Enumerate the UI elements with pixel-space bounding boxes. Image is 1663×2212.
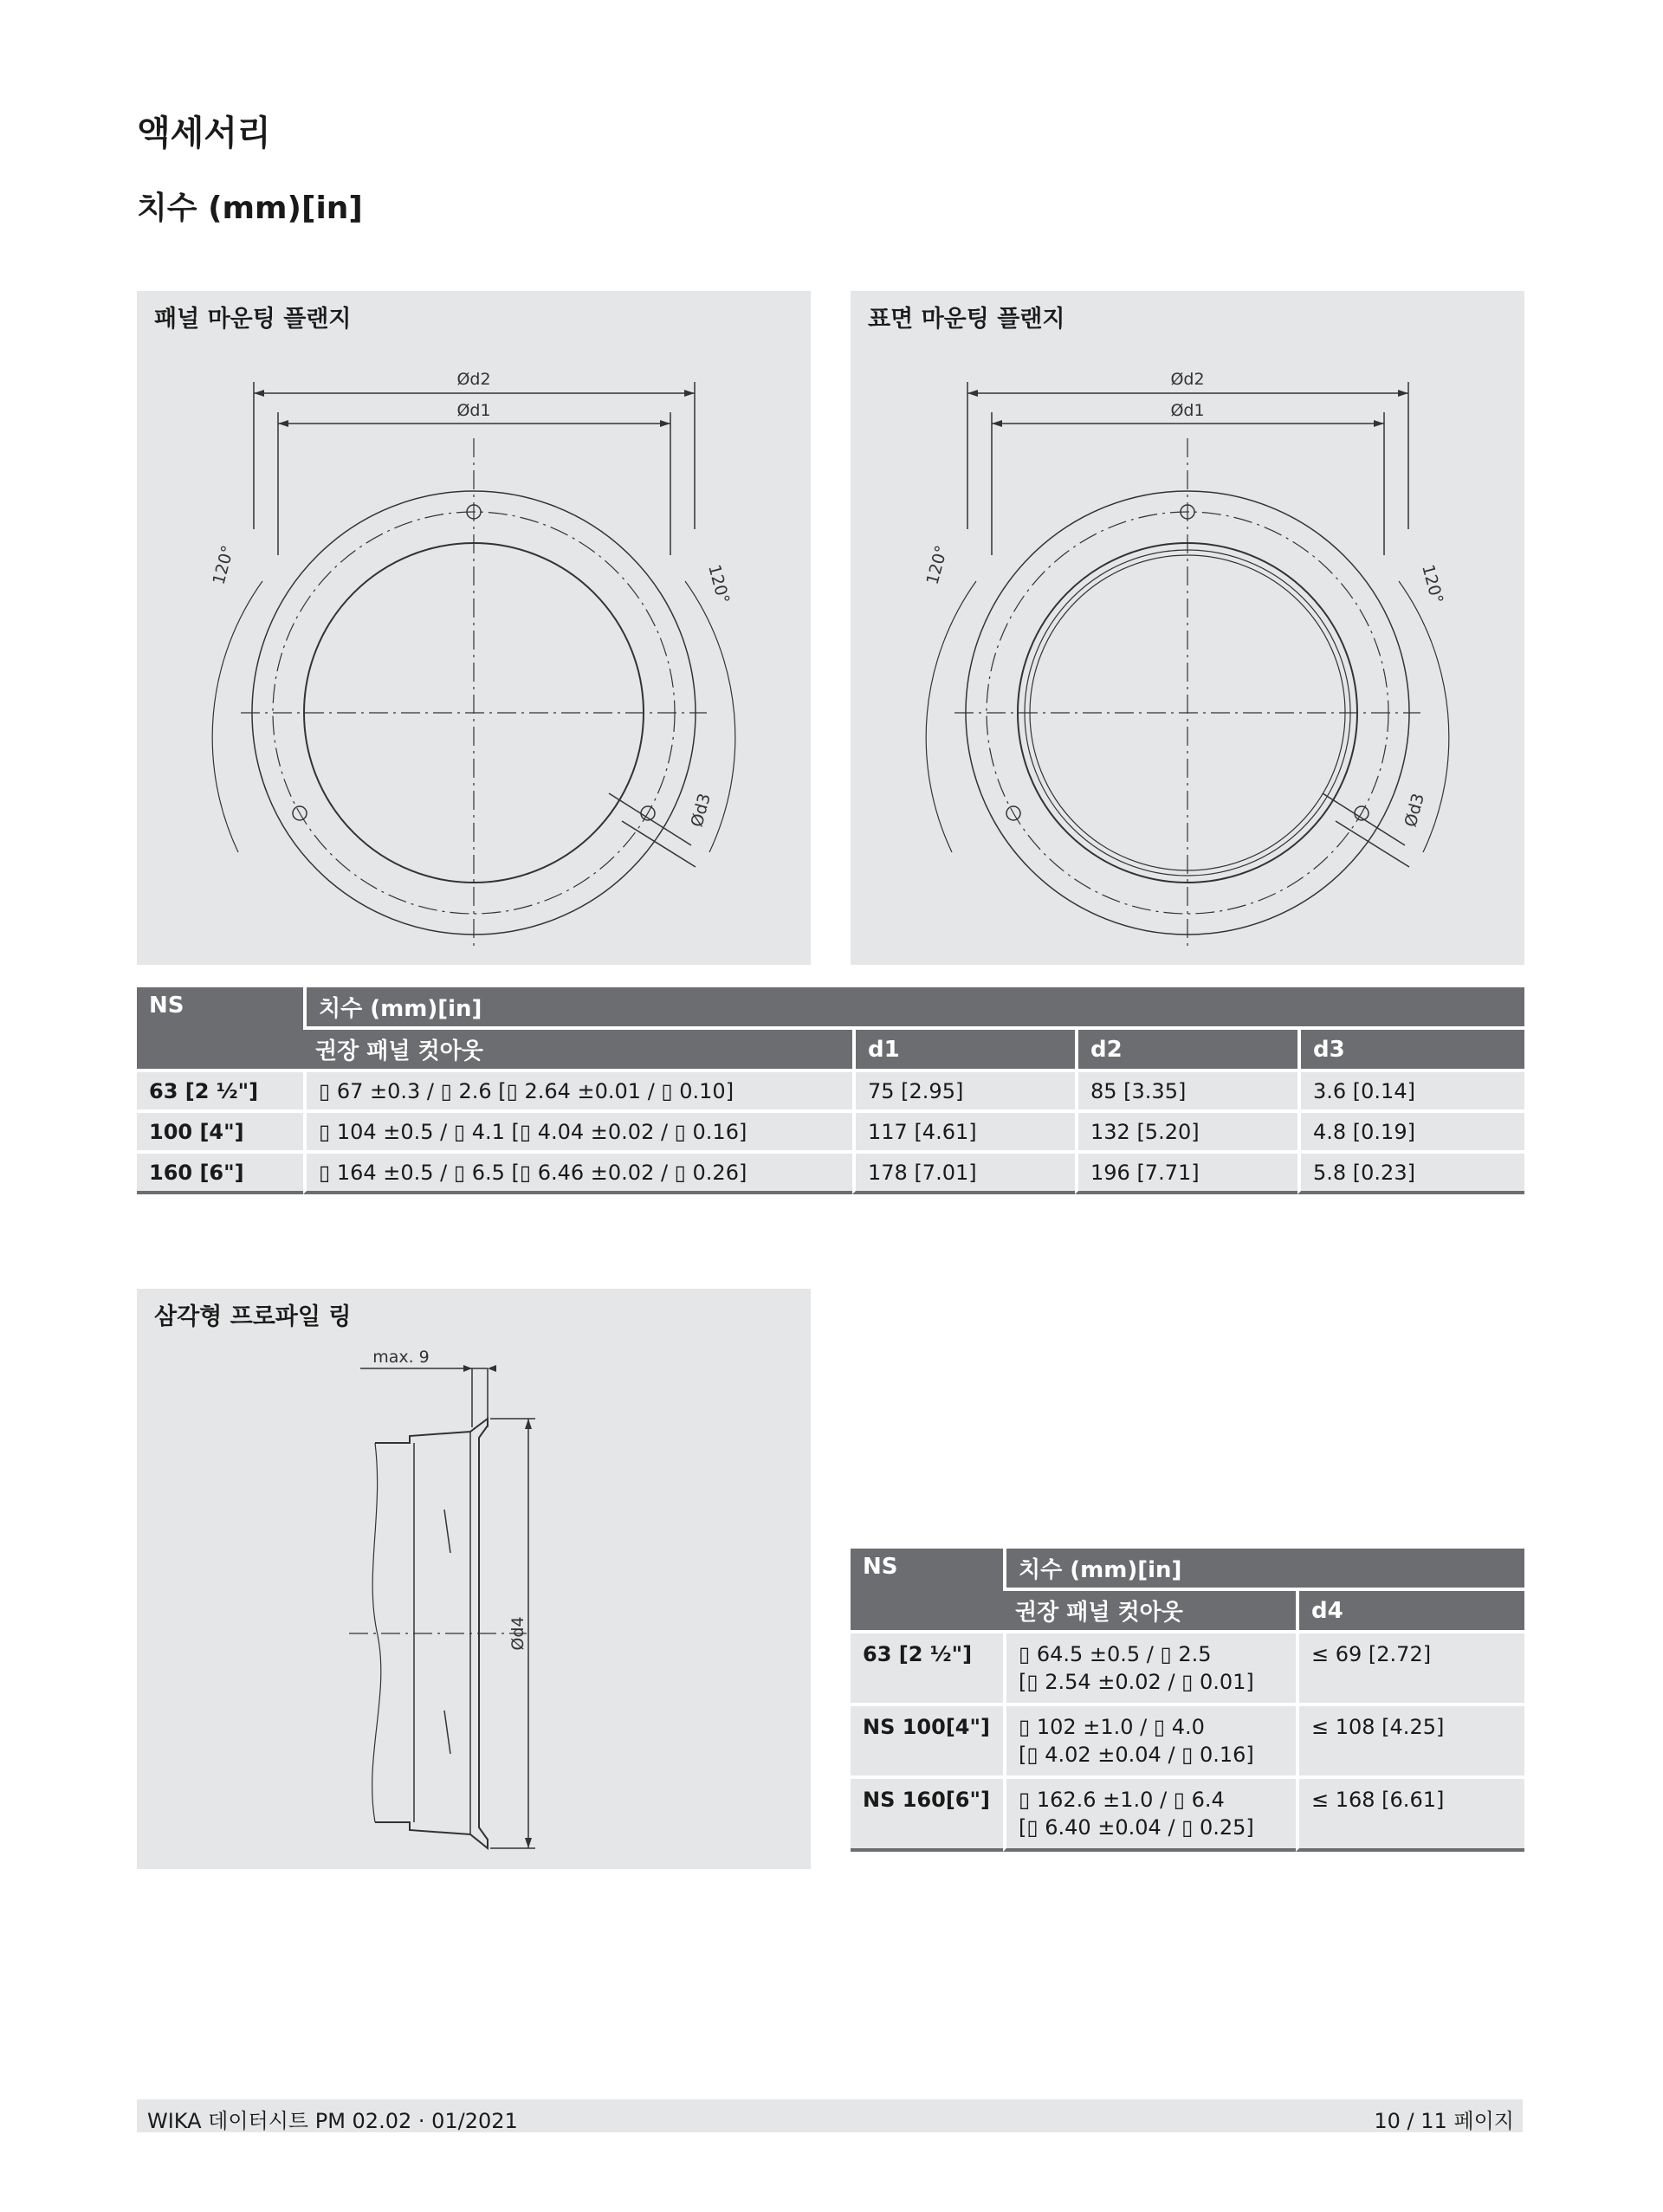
d2-cell: 85 [3.35] xyxy=(1075,1072,1297,1113)
footer-page-number: 10 / 11 페이지 xyxy=(1374,2109,1514,2133)
d3-cell: 4.8 [0.19] xyxy=(1297,1113,1524,1154)
ns-cell: 63 [2 ½"] xyxy=(137,1072,303,1113)
cutout-header: 권장 패널 컷아웃 xyxy=(1003,1591,1296,1633)
d2-cell: 196 [7.71] xyxy=(1075,1154,1297,1194)
cutout-cell xyxy=(1003,1779,1296,1852)
surface-mounting-flange-drawing xyxy=(851,291,1524,965)
dimensions-header: 치수 (mm)[in] xyxy=(1003,1549,1524,1591)
d4-cell: ≤ 69 [2.72] xyxy=(1296,1633,1524,1706)
cutout-header: 권장 패널 컷아웃 xyxy=(303,1030,852,1072)
table-row xyxy=(851,1633,1524,1706)
profile-ring-dimension-table xyxy=(851,1549,1524,1852)
cutout-line-2: [▯ 2.54 ±0.02 / ▯ 0.01] xyxy=(1019,1670,1254,1694)
d3-label: Ød3 xyxy=(687,791,715,830)
angle-right-label: 120° xyxy=(1418,562,1447,606)
d1-cell: 117 [4.61] xyxy=(852,1113,1075,1154)
ns-header: NS xyxy=(851,1549,1003,1633)
d1-label: Ød1 xyxy=(456,401,491,420)
angle-right-label: 120° xyxy=(704,562,734,606)
d2-label: Ød2 xyxy=(456,370,491,389)
cutout-cell xyxy=(1003,1633,1296,1706)
cutout-cell: ▯ 67 ±0.3 / ▯ 2.6 [▯ 2.64 ±0.01 / ▯ 0.10] xyxy=(303,1072,852,1113)
table-row xyxy=(137,1072,1524,1113)
panel-title: 패널 마운팅 플랜지 xyxy=(154,306,352,333)
profile-ring-panel xyxy=(137,1289,811,1869)
table-row xyxy=(137,1113,1524,1154)
ns-cell: 100 [4"] xyxy=(137,1113,303,1154)
profile-ring-drawing xyxy=(137,1289,811,1869)
page-footer xyxy=(137,2099,1523,2132)
ns-cell: 63 [2 ½"] xyxy=(851,1633,1003,1706)
surface-mounting-flange-panel xyxy=(851,291,1524,965)
cutout-line-1: ▯ 102 ±1.0 / ▯ 4.0 xyxy=(1019,1715,1205,1739)
panel-mounting-flange-panel xyxy=(137,291,811,965)
angle-left-label: 120° xyxy=(209,543,238,587)
d4-label: Ød4 xyxy=(508,1616,527,1651)
section-title: 치수 (mm)[in] xyxy=(137,191,363,226)
table-row xyxy=(137,1154,1524,1194)
table-row xyxy=(851,1706,1524,1779)
table-row xyxy=(851,1779,1524,1852)
d4-header: d4 xyxy=(1296,1591,1524,1633)
d3-label: Ød3 xyxy=(1401,791,1428,830)
d1-cell: 75 [2.95] xyxy=(852,1072,1075,1113)
d4-cell: ≤ 108 [4.25] xyxy=(1296,1706,1524,1779)
d2-label: Ød2 xyxy=(1170,370,1205,389)
d4-cell: ≤ 168 [6.61] xyxy=(1296,1779,1524,1852)
max-label: max. 9 xyxy=(372,1348,430,1367)
panel-mounting-flange-drawing xyxy=(137,291,811,965)
dimensions-header: 치수 (mm)[in] xyxy=(303,987,1524,1030)
ns-cell: NS 160[6"] xyxy=(851,1779,1003,1852)
ns-header: NS xyxy=(137,987,303,1072)
cutout-cell: ▯ 104 ±0.5 / ▯ 4.1 [▯ 4.04 ±0.02 / ▯ 0.16] xyxy=(303,1113,852,1154)
ns-cell: NS 100[4"] xyxy=(851,1706,1003,1779)
d1-header: d1 xyxy=(852,1030,1075,1072)
panel-title: 표면 마운팅 플랜지 xyxy=(868,306,1065,333)
cutout-line-2: [▯ 6.40 ±0.04 / ▯ 0.25] xyxy=(1019,1815,1254,1840)
cutout-line-2: [▯ 4.02 ±0.04 / ▯ 0.16] xyxy=(1019,1743,1254,1767)
ns-cell: 160 [6"] xyxy=(137,1154,303,1194)
d3-cell: 5.8 [0.23] xyxy=(1297,1154,1524,1194)
cutout-cell: ▯ 164 ±0.5 / ▯ 6.5 [▯ 6.46 ±0.02 / ▯ 0.26] xyxy=(303,1154,852,1194)
page-heading: 액세서리 xyxy=(137,113,271,153)
d1-cell: 178 [7.01] xyxy=(852,1154,1075,1194)
d2-header: d2 xyxy=(1075,1030,1297,1072)
d3-cell: 3.6 [0.14] xyxy=(1297,1072,1524,1113)
panel-title: 삼각형 프로파일 링 xyxy=(154,1303,352,1330)
angle-left-label: 120° xyxy=(922,543,952,587)
cutout-cell xyxy=(1003,1706,1296,1779)
d1-label: Ød1 xyxy=(1170,401,1205,420)
cutout-line-1: ▯ 64.5 ±0.5 / ▯ 2.5 xyxy=(1019,1642,1212,1666)
footer-document-id: WIKA 데이터시트 PM 02.02 · 01/2021 xyxy=(147,2109,518,2133)
d2-cell: 132 [5.20] xyxy=(1075,1113,1297,1154)
cutout-line-1: ▯ 162.6 ±1.0 / ▯ 6.4 xyxy=(1019,1788,1225,1812)
flange-dimension-table xyxy=(137,987,1524,1194)
d3-header: d3 xyxy=(1297,1030,1524,1072)
